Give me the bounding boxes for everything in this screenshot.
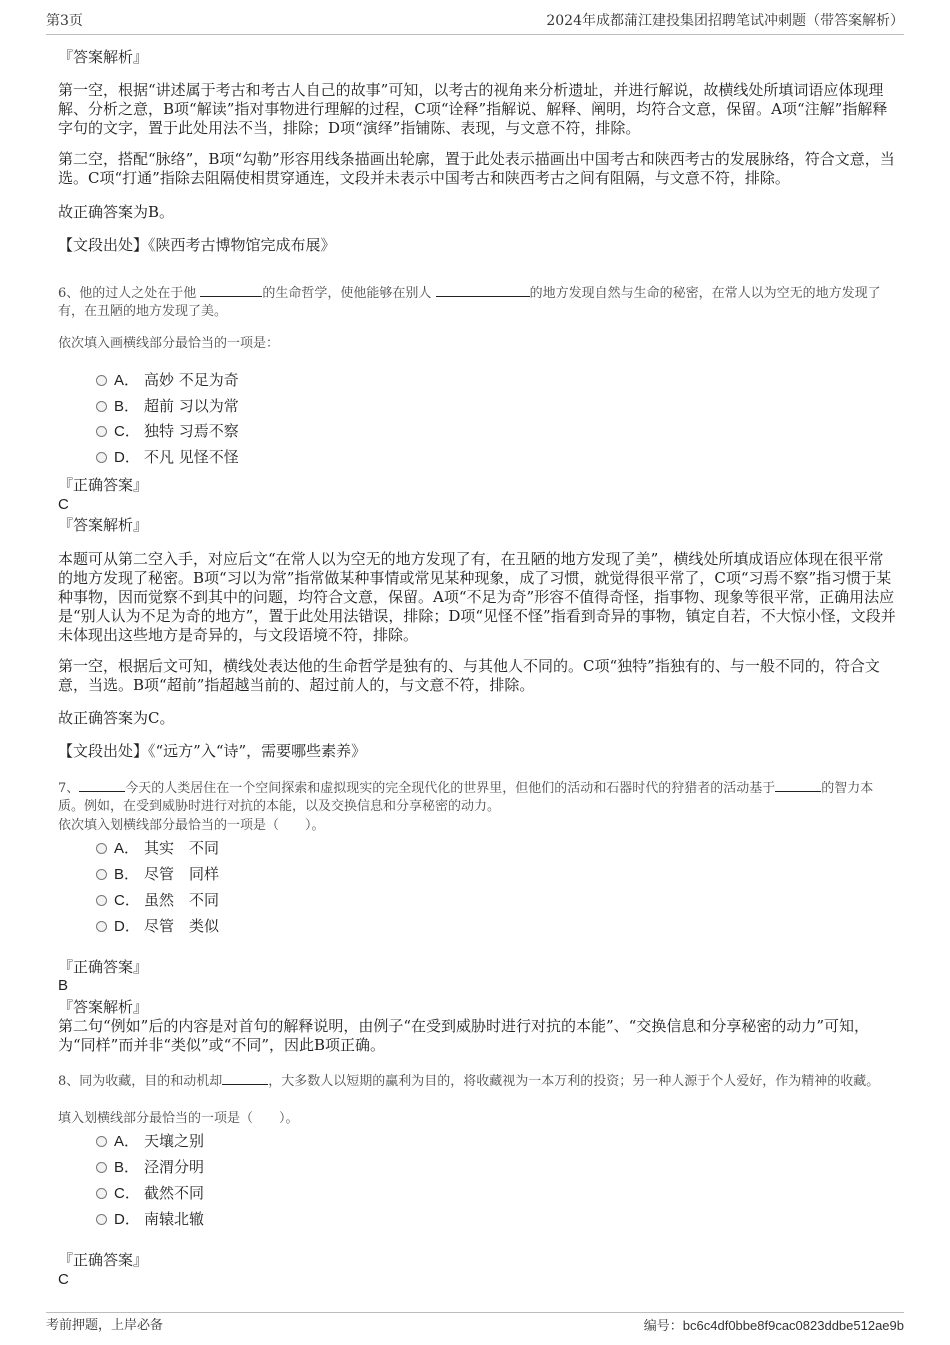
- code-label: 编号：: [643, 1319, 683, 1334]
- q7-option-a[interactable]: A． 其实 不同: [96, 837, 219, 859]
- q6-analysis-p1: 本题可从第二空入手，对应后文“在常人以为空无的地方发现了有，在丑陋的地方发现了美”，横线处所填成语应体现在很平常的地方发现了秘密。B项“习以为常”指常做某种事情或常见某种现象，成了习惯，就觉得很平常了，C项“习焉不察”指习惯于某种事物，因而觉察不到其中的问题，均符合文意，保留。A项“不足为奇”形容不值得奇怪，指事物、现象等很平常，正确用法应是“别人认为不足为奇的地方”，置于此处用法错误，排除；D项“见怪不怪”指看到奇异的事物，镇定自若，不大惊小怪，文段并未体现出这些地方是奇异的，与文段语境不符，排除。: [58, 550, 896, 644]
- q7-stem-part2: 今天的人类居住在一个空间探索和虚拟现实的完全现代化的世界里，但他们的活动和石器时代的狩猎者的活动基于: [125, 781, 776, 796]
- q6-stem: [58, 283, 898, 321]
- q5-analysis-label: 『答案解析』: [58, 48, 149, 66]
- q6-prompt: 依次填入画横线部分最恰当的一项是：: [58, 336, 280, 351]
- footer-slogan: 考前押题，上岸必备: [46, 1318, 164, 1333]
- page-footer: [46, 1312, 904, 1337]
- radio-icon[interactable]: [96, 843, 107, 854]
- radio-icon[interactable]: [96, 375, 107, 386]
- q5-analysis-p2: 第二空，搭配“脉络”，B项“勾勒”形容用线条描画出轮廓，置于此处表示描画出中国考古和陕西考古的发展脉络，符合文意，当选。C项“打通”指除去阻隔使相贯穿通连，文段并未表示中国考古和陕西考古之间有阻隔，与文意不符，排除。: [58, 150, 895, 187]
- page-header: [46, 10, 904, 35]
- q7-stem: [58, 778, 898, 816]
- radio-icon[interactable]: [96, 401, 107, 412]
- q7-analysis: 第二句“例如”后的内容是对首句的解释说明，由例子“在受到威胁时进行对抗的本能”、“交换信息和分享秘密的动力”可知，为“同样”而并非“类似”或“不同”，因此B项正确。: [58, 1017, 870, 1054]
- q7-analysis-label: 『答案解析』: [58, 998, 149, 1016]
- q6-conclusion: 故正确答案为C。: [58, 709, 175, 727]
- q7-option-c[interactable]: C． 虽然 不同: [96, 889, 219, 911]
- q8-blank-1: [222, 1071, 268, 1085]
- q7-option-d[interactable]: D． 尽管 类似: [96, 915, 219, 937]
- q7-stem-part1: 7、: [58, 781, 80, 796]
- radio-icon[interactable]: [96, 426, 107, 437]
- radio-icon[interactable]: [96, 1214, 107, 1225]
- radio-icon[interactable]: [96, 1188, 107, 1199]
- q7-correct-answer: B: [58, 977, 69, 994]
- q8-correct-answer: C: [58, 1271, 69, 1288]
- q6-option-b[interactable]: B． 超前 习以为常: [96, 395, 239, 417]
- radio-icon[interactable]: [96, 869, 107, 880]
- radio-icon[interactable]: [96, 1162, 107, 1173]
- q6-stem-part2: 的生命哲学，使他能够在别人: [262, 286, 432, 301]
- q7-stem-part3: 的智力本质。例如，在受到威胁时进行对抗的本能，以及交换信息和分享秘密的动力。: [58, 781, 874, 814]
- q6-source: 【文段出处】《“远方”入“诗”，需要哪些素养》: [58, 742, 367, 760]
- page-number: 第3页: [46, 13, 83, 29]
- q6-correct-label: 『正确答案』: [58, 476, 149, 494]
- q7-correct-label: 『正确答案』: [58, 958, 149, 976]
- radio-icon[interactable]: [96, 1136, 107, 1147]
- q7-blank-2: [775, 778, 821, 792]
- q6-stem-part1: 6、他的过人之处在于他: [58, 286, 197, 301]
- q6-option-c[interactable]: C． 独特 习焉不察: [96, 420, 239, 442]
- radio-icon[interactable]: [96, 452, 107, 463]
- q8-correct-label: 『正确答案』: [58, 1251, 149, 1269]
- q8-option-c[interactable]: C． 截然不同: [96, 1182, 204, 1204]
- q5-source: 【文段出处】《陕西考古博物馆完成布展》: [58, 236, 336, 254]
- radio-icon[interactable]: [96, 895, 107, 906]
- q6-correct-answer: C: [58, 496, 69, 513]
- q6-option-a[interactable]: A． 高妙 不足为奇: [96, 369, 239, 391]
- q6-analysis-label: 『答案解析』: [58, 516, 149, 534]
- q7-prompt: 依次填入划横线部分最恰当的一项是（ ）。: [58, 818, 325, 833]
- q6-stem-part3: 的地方发现自然与生命的秘密，在常人以为空无的地方发现了有，在丑陋的地方发现了美。: [58, 286, 881, 319]
- q8-prompt: 填入划横线部分最恰当的一项是（ ）。: [58, 1111, 299, 1126]
- document-title: 2024年成都蒲江建投集团招聘笔试冲刺题（带答案解析）: [546, 13, 904, 29]
- q6-option-d[interactable]: D． 不凡 见怪不怪: [96, 446, 239, 468]
- q8-stem: [58, 1071, 898, 1091]
- q7-blank-1: [79, 778, 125, 792]
- q8-stem-part1: 8、同为收藏，目的和动机却: [58, 1074, 223, 1089]
- q6-analysis-p2: 第一空，根据后文可知，横线处表达他的生命哲学是独有的、与其他人不同的。C项“独特”指独有的、与一般不同的，符合文意，当选。B项“超前”指超越当前的、超过前人的，与文意不符，排除。: [58, 657, 880, 694]
- q6-blank-2: [436, 283, 530, 297]
- document-code: [644, 1315, 904, 1338]
- code-value: bc6c4df0bbe8f9cac0823ddbe512ae9b: [682, 1318, 904, 1333]
- q8-stem-part2: ，大多数人以短期的赢利为目的，将收藏视为一本万利的投资；另一种人源于个人爱好，作为精神的收藏。: [268, 1074, 880, 1089]
- q5-analysis-p1: 第一空，根据“讲述属于考古和考古人自己的故事”可知，以考古的视角来分析遗址，并进行解说，故横线处所填词语应体现理解、分析之意，B项“解读”指对事物进行理解的过程，C项“诠释”指解说、解释、阐明，均符合文意，保留。A项“注解”指解释字句的文字，置于此处用法不当，排除；D项“演绎”指铺陈、表现，与文意不符，排除。: [58, 81, 888, 137]
- q7-option-b[interactable]: B． 尽管 同样: [96, 863, 219, 885]
- radio-icon[interactable]: [96, 921, 107, 932]
- q8-option-b[interactable]: B． 泾渭分明: [96, 1156, 204, 1178]
- q6-blank-1: [200, 283, 262, 297]
- q8-option-a[interactable]: A． 天壤之别: [96, 1130, 204, 1152]
- q8-option-d[interactable]: D． 南辕北辙: [96, 1208, 204, 1230]
- q5-conclusion: 故正确答案为B。: [58, 203, 175, 221]
